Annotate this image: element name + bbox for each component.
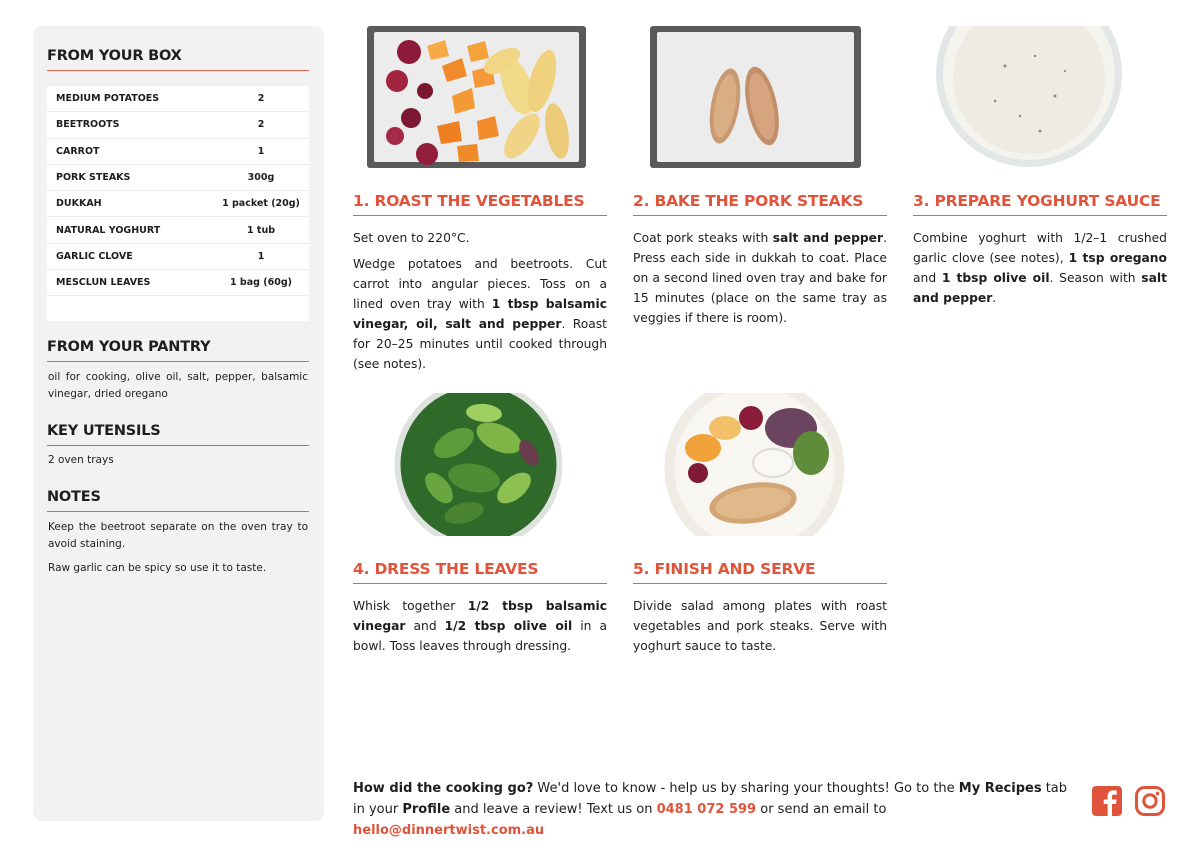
ingredient-qty: 1: [257, 145, 265, 157]
text-segment: and: [405, 619, 445, 633]
step-2-text: [633, 228, 887, 334]
ingredient-name: BEETROOTS: [56, 119, 120, 131]
yoghurt-bowl-photo: [935, 26, 1123, 168]
ingredient-qty: 2: [257, 93, 265, 105]
ingredient-row: [47, 139, 309, 165]
text-segment: Set oven to 220°C.: [353, 231, 470, 245]
text-segment: and: [913, 271, 942, 285]
email-link[interactable]: hello@dinnertwist.com.au: [353, 823, 545, 838]
step-2-title: 2. BAKE THE PORK STEAKS: [633, 192, 887, 216]
ingredient-row: [47, 86, 309, 112]
step-1-text: [353, 228, 607, 380]
ingredient-qty: 1: [257, 250, 265, 262]
ingredient-row: [47, 217, 309, 243]
bold-text: How did the cooking go?: [353, 781, 534, 796]
ingredient-qty: 1 tub: [246, 224, 276, 236]
step-paragraph: [913, 228, 1167, 308]
ingredients-table: [47, 86, 309, 321]
ingredient-qty: 1 packet (20g): [222, 198, 300, 210]
step-paragraph: [353, 596, 607, 656]
text-segment: Combine yoghurt with 1/2–1 crushed garlic clove (see notes),: [913, 231, 1167, 265]
pantry-heading: FROM YOUR PANTRY: [47, 339, 309, 362]
step-5-text: [633, 596, 887, 662]
text-segment: . Roast for 20–25 minutes until cooked through (see notes).: [353, 317, 607, 371]
text-segment: Coat pork steaks with: [633, 231, 773, 245]
utensils-heading: KEY UTENSILS: [47, 423, 309, 446]
step-paragraph: [633, 228, 887, 328]
text-segment: Whisk together: [353, 599, 468, 613]
sidebar: [33, 26, 324, 821]
step-paragraph: [353, 254, 607, 374]
bold-text: My Recipes: [958, 781, 1042, 796]
bold-text: 1/2 tbsp olive oil: [444, 619, 573, 633]
note-2: Raw garlic can be spicy so use it to taste.: [48, 562, 267, 574]
pork-steaks-photo: [650, 26, 861, 168]
step-4-text: [353, 596, 607, 662]
step-paragraph: [633, 596, 887, 656]
ingredient-row: [47, 191, 309, 217]
pantry-text: oil for cooking, olive oil, salt, pepper, balsamic vinegar, dried oregano: [48, 371, 308, 400]
text-segment: . Press each side in dukkah to coat. Place on a second lined oven tray and bake for 15 minutes (place on the same tray as veggies if there is room).: [633, 231, 887, 325]
ingredient-name: MEDIUM POTATOES: [56, 93, 160, 105]
phone-link[interactable]: 0481 072 599: [656, 802, 757, 817]
review-footer: [353, 778, 1078, 841]
ingredient-row: [47, 270, 309, 296]
step-1-title: 1. ROAST THE VEGETABLES: [353, 192, 607, 216]
step-3-text: [913, 228, 1167, 314]
bold-text: 1/2 tbsp balsamic vinegar: [353, 599, 608, 633]
bold-text: Profile: [402, 802, 451, 817]
ingredient-row: [47, 244, 309, 270]
ingredient-qty: 2: [257, 119, 265, 131]
step-paragraph: [353, 228, 607, 248]
bold-text: 1 tbsp olive oil: [941, 271, 1050, 285]
ingredient-name: PORK STEAKS: [56, 172, 131, 184]
note-1: Keep the beetroot separate on the oven tray to avoid staining.: [48, 521, 308, 550]
bold-text: salt and pepper: [913, 271, 1167, 305]
text-segment: tab in your: [353, 781, 1068, 817]
text-segment: .: [992, 291, 997, 305]
ingredient-qty: 300g: [247, 172, 275, 184]
text-segment: We'd love to know - help us by sharing your thoughts! Go to the: [533, 781, 959, 796]
step-3-title: 3. PREPARE YOGHURT SAUCE: [913, 192, 1167, 216]
bold-text: salt and pepper: [772, 231, 884, 245]
ingredient-row: [47, 165, 309, 191]
salad-leaves-photo: [394, 393, 563, 536]
finished-plate-photo: [663, 393, 846, 536]
step-4-title: 4. DRESS THE LEAVES: [353, 560, 607, 584]
text-segment: Wedge potatoes and beetroots. Cut carrot into angular pieces. Toss on a lined oven tray with: [353, 257, 607, 311]
bold-text: 1 tbsp balsamic vinegar, oil, salt and pepper: [353, 297, 608, 331]
notes-heading: NOTES: [47, 489, 309, 512]
step-5-title: 5. FINISH AND SERVE: [633, 560, 887, 584]
text-segment: and leave a review! Text us on: [450, 802, 657, 817]
roast-vegetables-photo: [367, 26, 586, 168]
ingredient-name: MESCLUN LEAVES: [56, 277, 151, 289]
bold-text: 1 tsp oregano: [1068, 251, 1167, 265]
ingredient-name: GARLIC CLOVE: [56, 250, 133, 262]
ingredient-qty: 1 bag (60g): [230, 277, 292, 289]
text-segment: or send an email to: [756, 802, 887, 817]
text-segment: Divide salad among plates with roast vegetables and pork steaks. Serve with yoghurt sauce to taste.: [633, 599, 887, 653]
text-segment: . Season with: [1049, 271, 1142, 285]
ingredient-name: CARROT: [56, 145, 100, 157]
ingredient-row: [47, 112, 309, 138]
ingredient-name: DUKKAH: [56, 198, 102, 210]
box-heading: FROM YOUR BOX: [47, 48, 309, 71]
facebook-icon[interactable]: [1091, 785, 1123, 817]
ingredient-name: NATURAL YOGHURT: [56, 224, 161, 236]
utensils-text: 2 oven trays: [48, 454, 114, 466]
instagram-icon[interactable]: [1134, 785, 1166, 817]
text-segment: in a bowl. Toss leaves through dressing.: [353, 619, 607, 653]
